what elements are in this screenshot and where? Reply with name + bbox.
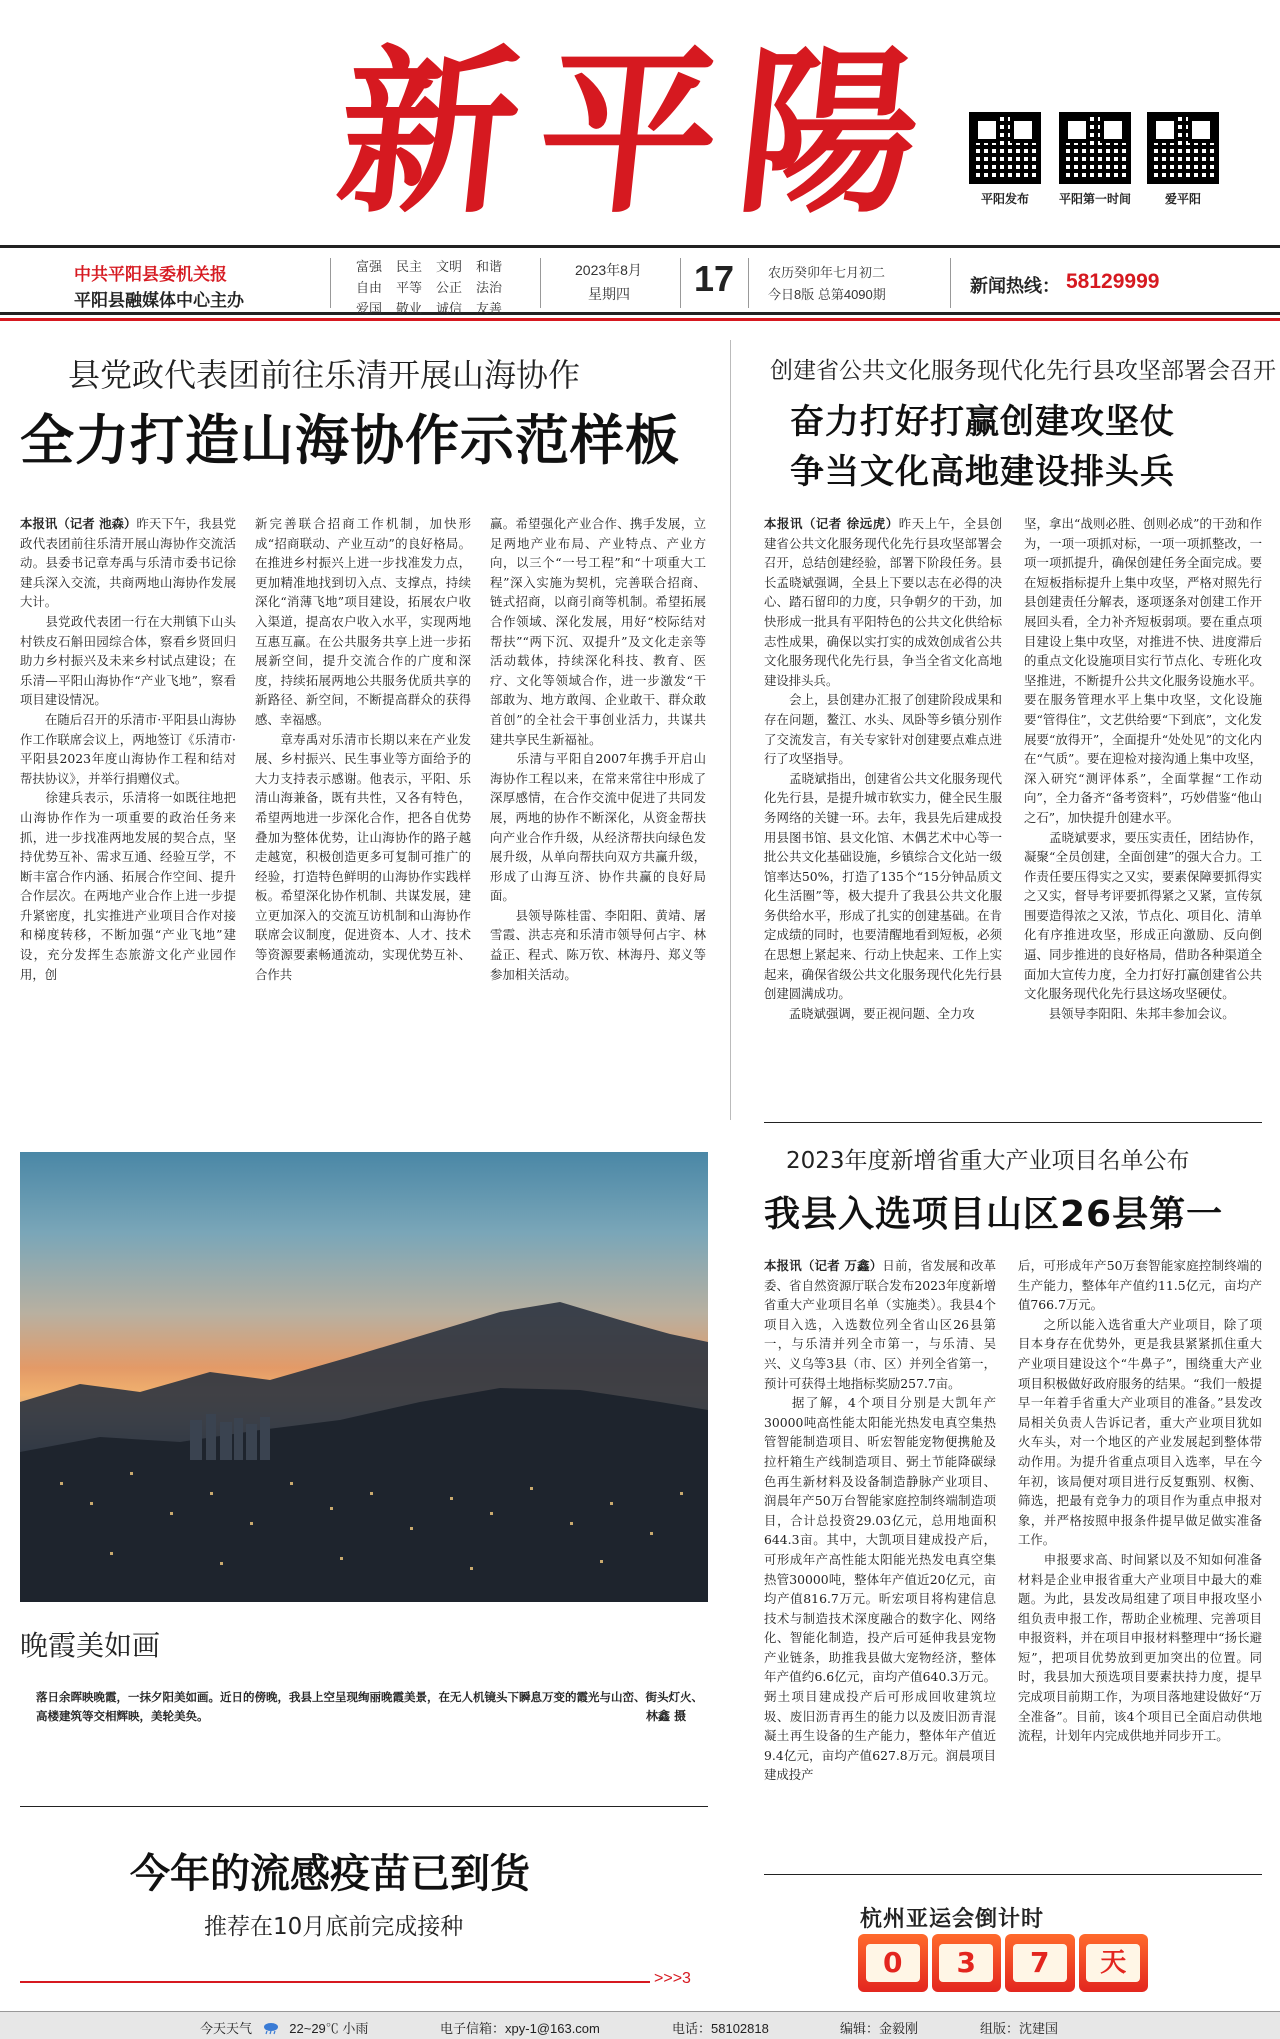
article3-headline[interactable]: 我县入选项目山区26县第一 <box>764 1194 1224 1235</box>
byline: 本报讯（记者 万鑫） <box>764 1258 883 1273</box>
issue-date: 2023年8月 <box>575 262 642 278</box>
core-value: 文明 <box>436 259 463 274</box>
divider <box>748 258 749 308</box>
layout-editor <box>980 2018 1058 2037</box>
weather-value: 22~29℃ 小雨 <box>289 2021 369 2036</box>
core-value: 富强 <box>356 259 383 274</box>
core-values <box>356 256 516 317</box>
rain-cloud-icon <box>262 2021 280 2035</box>
article1-kicker: 县党政代表团前往乐清开展山海协作 <box>68 356 581 394</box>
email <box>440 2018 600 2037</box>
core-value: 友善 <box>476 301 503 316</box>
host-org: 平阳县融媒体中心主办 <box>74 291 244 310</box>
phone-label: 电话： <box>672 2021 712 2036</box>
article4-subhead: 推荐在10月底前完成接种 <box>204 1914 464 1940</box>
countdown-digit: 7 <box>1005 1934 1075 1992</box>
article4-headline[interactable]: 今年的流感疫苗已到货 <box>130 1851 530 1897</box>
editor <box>840 2018 918 2037</box>
red-rule <box>0 318 1280 321</box>
lunar-date: 农历癸卯年七月初二 <box>768 265 886 280</box>
phone-value: 58102818 <box>711 2021 769 2036</box>
countdown-digit: 0 <box>858 1934 928 1992</box>
editor-value: 金毅刚 <box>879 2021 919 2036</box>
divider <box>950 258 951 308</box>
phone <box>672 2018 769 2037</box>
core-value: 民主 <box>396 259 423 274</box>
section-divider <box>764 1874 1262 1875</box>
weather <box>200 2018 368 2037</box>
weekday: 星期四 <box>588 286 630 302</box>
divider <box>330 258 331 308</box>
article1-headline[interactable]: 全力打造山海协作示范样板 <box>20 409 680 472</box>
divider <box>540 258 541 308</box>
core-value: 自由 <box>356 280 383 295</box>
photo-caption: 落日余晖映晚霞，一抹夕阳美如画。近日的傍晚，我县上空呈现绚丽晚霞美景，在无人机镜头下瞬息万变的霞光与山峦、街头灯火、高楼建筑等交相辉映，美轮美奂。 <box>36 1690 703 1723</box>
countdown-digit: 3 <box>932 1934 1002 1992</box>
photo-title: 晚霞美如画 <box>20 1629 161 1662</box>
issue-day: 17 <box>694 258 735 299</box>
masthead-title: 新平陽 <box>329 28 952 237</box>
column-rule <box>730 340 731 1120</box>
article1-column-2: 新完善联合招商工作机制，加快形成“招商联动、产业互动”的良好格局。在推进乡村振兴上进一步找准发力点，更加精准地找到切入点、支撑点，持续深化“消薄飞地”项目建设，拓展农户收入渠道，提高农户收入水平，实现两地互惠互赢。在公共服务共享上进一步拓展新空间，提升交流合作的广度和深度，持续拓展两地公共服务优质共享的新路径、新空间，不断提高群众的获得感、幸福感。 章寿禹对乐清市长期以来在产业发展、乡村振兴、民生事业等方面给予的大力支持表示感谢。他表示，平阳、乐清山海兼备，既有共性，又各有特色，希望两地进一步深化合作，把各自优势叠加为整体优势，让山海协作的路子越走越宽，积极创造更多可复制可推广的经验，打造特色鲜明的山海协作实践样板。希望深化协作机制、共谋发展，建立更加深入的交流互访机制和山海协作联席会议制度，促进资本、人才、技术等资源要素畅通流动，实现优势互补、合作共 <box>255 516 471 982</box>
weather-label: 今天天气 <box>200 2021 253 2036</box>
article2-column-2: 坚，拿出“战则必胜、创则必成”的干劲和作为，一项一项抓对标，一项一项抓整改，一项一项抓提升，确保创建任务全面完成。要在短板指标提升上集中攻坚，严格对照先行县创建责任分解表，逐项逐条对创建工作开展回头看，全力补齐短板弱项。要在重点项目建设上集中攻坚，对推进不快、进度滞后的重点文化设施项目实行节点化、专班化攻坚推进，不断提升公共文化服务设施水平。要在服务管理水平上集中攻坚，文化设施要“管得住”，文艺供给要“下到底”，文化发展要“放得开”，全面提升“处处见”的文化内在“气质”。要在迎检对接沟通上集中攻坚，深入研究“测评体系”，全面掌握“工作动向”，全力备齐“备考资料”，巧妙借鉴“他山之石”，加快提升创建水平。 孟晓斌要求，要压实责任，团结协作，凝聚“全员创建，全面创建”的强大合力。工作责任要压得实之又实，要素保障要抓得实之又实，督导考评要抓得紧之又紧，宣传氛围要造得浓之又浓，节点化、项目化、清单化有序推进攻坚，形成正向激励、反向倒逼、同步推进的良好格局，借助各种渠道全面加大宣传力度，全力打好打赢创建省公共文化服务现代化先行县这场攻坚硬仗。 县领导李阳阳、朱邦丰参加会议。 <box>1024 516 1262 1021</box>
qr-code-icon <box>1147 112 1219 184</box>
footer-bar <box>0 2011 1280 2039</box>
email-value[interactable]: xpy-1@163.com <box>505 2021 600 2036</box>
column-text: 昨天上午，全县创建省公共文化服务现代化先行县攻坚部署会召开，总结创建经验，部署下阶段任务。县长孟晓斌强调，全县上下要以志在必得的决心、踏石留印的力度，只争朝夕的干劲，加快形成一批具有平阳特色的公共文化供给标志性成果，确保以实打实的成效创成省公共文化服务现代化先行县，争当全省文化高地建设排头兵。 会上，县创建办汇报了创建阶段成果和存在问题，鳌江、水头、凤卧等乡镇分别作了交流发言，有关专家针对创建要点难点进行了攻坚指导。 孟晓斌指出，创建省公共文化服务现代化先行县，是提升城市软实力，健全民生服务网络的关键一环。去年，我县先后建成投用县图书馆、县文化馆、木偶艺术中心等一批公共文化基础设施，乡镇综合文化站一级馆率达50%，打造了135个“15分钟品质文化生活圈”等，极大提升了我县公共文化服务供给水平，形成了扎实的创建基础。在肯定成绩的同时，也要清醒地看到短板，必须在思想上紧起来、行动上快起来、工作上实起来，确保省级公共文化服务现代化先行县创建圆满成功。 孟晓斌强调，要正视问题、全力攻 <box>764 516 1002 1021</box>
qr-label: 平阳第一时间 <box>1058 192 1131 206</box>
divider <box>680 258 681 308</box>
article2-headline-line1[interactable]: 奋力打好打赢创建攻坚仗 <box>790 402 1175 442</box>
info-bar <box>0 245 1280 315</box>
article3-column-1 <box>764 1256 996 1862</box>
qr-code-icon <box>969 112 1041 184</box>
core-value: 法治 <box>476 280 503 295</box>
section-divider <box>764 1122 1262 1123</box>
layout-value: 沈建国 <box>1019 2021 1059 2036</box>
qr-code-icon <box>1059 112 1131 184</box>
layout-label: 组版： <box>980 2021 1020 2036</box>
byline: 本报讯（记者 徐远虎） <box>764 516 899 531</box>
edition-info: 今日8版 总第4090期 <box>768 287 886 302</box>
core-value: 爱国 <box>356 301 383 316</box>
core-value: 诚信 <box>436 301 463 316</box>
continue-link[interactable]: >>>3 <box>654 1970 691 1987</box>
article2-column-1 <box>764 514 1002 1104</box>
article2-kicker: 创建省公共文化服务现代化先行县攻坚部署会召开 <box>770 358 1276 384</box>
core-value: 敬业 <box>396 301 423 316</box>
sunset-photo[interactable] <box>20 1152 708 1602</box>
countdown-title: 杭州亚运会倒计时 <box>860 1907 1045 1932</box>
article3-column-2: 后，可形成年产50万套智能家庭控制终端的生产能力，整体年产值约11.5亿元，亩均产值766.7万元。 之所以能入选省重大产业项目，除了项目本身存在优势外，更是我县紧紧抓住重大产业项目建设这个“牛鼻子”，围绕重大产业项目积极做好政府服务的结果。“我们一般提早一年着手省重大产业项目的准备。”县发改局相关负责人告诉记者，重大产业项目犹如火车头，对一个地区的产业发展起到整体带动作用。为提升省重点项目入选率，早在今年初，该局便对项目进行反复甄别、权衡、筛选，把最有竞争力的项目作为重点申报对象，并严格按照申报条件提早做足做实准备工作。 申报要求高、时间紧以及不知如何准备材料是企业申报省重大产业项目中最大的难题。为此，县发改局组建了项目申报攻坚小组负责申报工作，帮助企业梳理、完善项目申报资料，并在项目申报材料整理中“扬长避短”，把项目优势放到更加突出的位置。同时，我县加大预选项目要素扶持力度，提早完成项目前期工作，为项目落地建设做好“万全准备”。目前，该4个项目已全面启动供地流程，计划年内完成供地并同步开工。 <box>1018 1258 1262 1744</box>
article3-kicker: 2023年度新增省重大产业项目名单公布 <box>786 1148 1190 1174</box>
core-value: 公正 <box>436 280 463 295</box>
hotline-label: 新闻热线： <box>970 276 1060 296</box>
article1-column-1 <box>20 514 236 1084</box>
column-text: 日前，省发展和改革委、省自然资源厅联合发布2023年度新增省重大产业项目名单（实施类）。我县4个项目入选，入选数位列全省山区26县第一，与乐清并列全市第一，与乐清、吴兴、义乌等3县（市、区）并列全省第一，预计可获得土地指标奖励257.7亩。 据了解，4个项目分别是大凯年产30000吨高性能太阳能光热发电真空集热管智能制造项目、昕宏智能宠物便携舱及拉杆箱生产线制造项目、弼土节能降碳绿色再生新材料及设备制造静脉产业项目、润晨年产50万台智能家庭控制终端制造项目，合计总投资29.03亿元，总用地面积644.3亩。其中，大凯项目建成投产后，可形成年产高性能太阳能光热发电真空集热管30000吨，整体年产值近20亿元，亩均产值816.7万元。昕宏项目将构建信息技术与制造技术深度融合的数字化、网络化、智能化制造，投产后可延伸我县宠物产业链条，助推我县做大宠物经济，整体年产值约6.6亿元，亩均产值640.3万元。弼土项目建成投产后可形成回收建筑垃圾、废旧沥青再生的能力以及废旧沥青混凝土再生设备的生产能力，整体年产值近9.4亿元，亩均产值627.8万元。润晨项目建成投产 <box>764 1258 996 1783</box>
qr-code-pingyang-fabu[interactable] <box>966 112 1044 207</box>
photo-author: 林鑫 摄 <box>646 1709 687 1723</box>
email-label: 电子信箱： <box>440 2021 506 2036</box>
core-value: 和谐 <box>476 259 503 274</box>
party-org: 中共平阳县委机关报 <box>74 265 227 284</box>
countdown-board <box>858 1934 1148 1992</box>
article1-column-3: 赢。希望强化产业合作、携手发展，立足两地产业布局、产业特点、产业方向，以三个“一号工程”和“十项重大工程”深入实施为契机，完善联合招商、链式招商，以商引商等机制。希望拓展合作领域、深化发展，用好“校际结对帮扶”“两下沉、双提升”及文化走亲等活动载体，持续深化科技、教育、医疗、文化等领域合作，进一步激发“干部敢为、地方敢闯、企业敢干、群众敢首创”的全社会干事创业活力，共谋共建共享民生新福祉。 乐清与平阳自2007年携手开启山海协作工程以来，在常来常往中形成了深厚感情，在合作交流中促进了共同发展，两地的协作不断深化，从资金帮扶向产业合作升级，从经济帮扶向绿色发展升级，从单向帮扶向双方共赢升级，形成了山海互济、协作共赢的良好局面。 县领导陈桂雷、李阳阳、黄靖、屠雪霞、洪志亮和乐清市领导何占宇、林益正、程式、陈万钦、林海丹、郑义等参加相关活动。 <box>490 516 706 982</box>
article2-headline-line2[interactable]: 争当文化高地建设排头兵 <box>790 452 1175 492</box>
hotline-number[interactable]: 58129999 <box>1066 270 1160 293</box>
sunset-landscape-icon <box>20 1152 708 1602</box>
qr-code-ai-pingyang[interactable] <box>1144 112 1222 207</box>
column-text: 昨天下午，我县党政代表团前往乐清开展山海协作交流活动。县委书记章寿禹与乐清市委书记徐建兵深入交流，共商两地山海协作发展大计。 县党政代表团一行在大荆镇下山头村铁皮石斛田园综合体，察看乡贤回归助力乡村振兴及未来乡村试点建设；在乐清—平阳山海协作“产业飞地”，察看项目建设情况。 在随后召开的乐清市·平阳县山海协作工作联席会议上，两地签订《乐清市·平阳县2023年度山海协作工程和结对帮扶协议》，并举行捐赠仪式。 徐建兵表示，乐清将一如既往地把山海协作作为一项重要的政治任务来抓，进一步找准两地发展的契合点，坚持优势互补、需求互通、经验互学，不断丰富合作内涵、拓展合作空间、提升合作层次。在两地产业合作上进一步提升紧密度，扎实推进产业项目合作对接和梯度转移，不断加强“产业飞地”建设，充分发挥生态旅游文化产业园作用，创 <box>20 516 236 982</box>
qr-label: 爱平阳 <box>1164 192 1201 206</box>
section-divider <box>20 1806 708 1807</box>
byline: 本报讯（记者 池森） <box>20 516 137 531</box>
editor-label: 编辑： <box>840 2021 880 2036</box>
qr-label: 平阳发布 <box>980 192 1029 206</box>
qr-code-first-time[interactable] <box>1056 112 1134 207</box>
countdown-unit: 天 <box>1079 1934 1149 1992</box>
red-rule <box>20 1981 650 1983</box>
core-value: 平等 <box>396 280 423 295</box>
